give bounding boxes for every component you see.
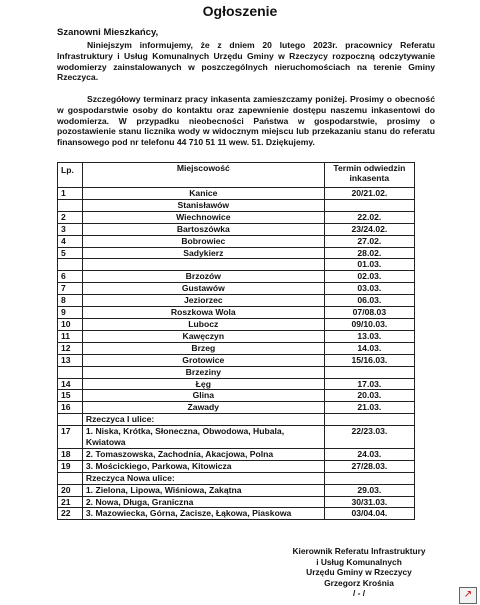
row-number: 21	[58, 496, 83, 508]
place-name: Roszkowa Wola	[82, 307, 324, 319]
place-name: 2. Tomaszowska, Zachodnia, Akacjowa, Polna	[82, 448, 324, 460]
row-number: 20	[58, 484, 83, 496]
table-row	[58, 211, 415, 223]
visit-date: 23/24.02.	[324, 223, 414, 235]
row-number: 2	[58, 211, 83, 223]
row-number	[58, 414, 83, 426]
header-place: Miejscowość	[82, 163, 324, 188]
table-row	[58, 342, 415, 354]
table-section-row	[58, 414, 415, 426]
place-name: Brzozów	[82, 271, 324, 283]
visit-date: 22.02.	[324, 211, 414, 223]
visit-date: 02.03.	[324, 271, 414, 283]
visit-date: 13.03.	[324, 330, 414, 342]
visit-date: 06.03.	[324, 295, 414, 307]
row-number: 8	[58, 295, 83, 307]
table-row	[58, 426, 415, 449]
visit-date: 17.03.	[324, 378, 414, 390]
row-number: 1	[58, 188, 83, 200]
place-name: Lubocz	[82, 318, 324, 330]
visit-date: 22/23.03.	[324, 426, 414, 449]
visit-date: 27.02.	[324, 235, 414, 247]
row-number: 19	[58, 460, 83, 472]
place-name: Grotowice	[82, 354, 324, 366]
row-number: 9	[58, 307, 83, 319]
visit-date: 20/21.02.	[324, 188, 414, 200]
table-row	[58, 318, 415, 330]
visit-date: 21.03.	[324, 402, 414, 414]
table-row	[58, 235, 415, 247]
intro-paragraph: Niniejszym informujemy, że z dniem 20 lutego 2023r. pracownicy Referatu Infrastruktury i Usług Komunalnych Urzędu Gminy w Rzeczycy rozpoczną odczytywanie wodomierzy zainstalowanych w poszczególnych nieruchomościach na terenie Gminy Rzeczyca.	[57, 40, 435, 83]
row-number	[58, 259, 83, 271]
table-row	[58, 307, 415, 319]
row-number	[58, 472, 83, 484]
visit-date: 07/08.03	[324, 307, 414, 319]
visit-date: 15/16.03.	[324, 354, 414, 366]
place-name: Gustawów	[82, 283, 324, 295]
place-name: 1. Zielona, Lipowa, Wiśniowa, Zakątna	[82, 484, 324, 496]
visit-date: 24.03.	[324, 448, 414, 460]
table-row	[58, 295, 415, 307]
table-row	[58, 402, 415, 414]
signature-block	[274, 546, 444, 599]
row-number: 17	[58, 426, 83, 449]
place-name: 2. Nowa, Długa, Graniczna	[82, 496, 324, 508]
place-name: 1. Niska, Krótka, Słoneczna, Obwodowa, Hubala, Kwiatowa	[82, 426, 324, 449]
place-name: Sadykierz	[82, 247, 324, 259]
signature-line: Kierownik Referatu Infrastruktury	[292, 546, 426, 556]
visit-date: 03.03.	[324, 283, 414, 295]
table-row	[58, 330, 415, 342]
row-number: 6	[58, 271, 83, 283]
place-name: Bartoszówka	[82, 223, 324, 235]
place-name: Stanisławów	[82, 199, 324, 211]
row-number: 5	[58, 247, 83, 259]
visit-date	[324, 366, 414, 378]
table-row	[58, 460, 415, 472]
row-number: 10	[58, 318, 83, 330]
row-number: 7	[58, 283, 83, 295]
table-row	[58, 390, 415, 402]
place-name: Brzeg	[82, 342, 324, 354]
visit-date	[324, 199, 414, 211]
row-number: 14	[58, 378, 83, 390]
place-name: Kawęczyn	[82, 330, 324, 342]
header-lp: Lp.	[58, 163, 83, 188]
visit-date: 03/04.04.	[324, 508, 414, 520]
row-number: 16	[58, 402, 83, 414]
table-row	[58, 354, 415, 366]
schedule-table	[57, 162, 415, 520]
instructions-paragraph: Szczegółowy terminarz pracy inkasenta zamieszczamy poniżej. Prosimy o obecność w gospodarstwie osoby do kontaktu oraz zapewnienie dostępu naszemu inkasentowi do wodomierza. W przypadku nieobecności Państwa w gospodarstwie, prosimy o pozostawienie stanu licznika wody w widocznym miejscu lub przekazaniu stanu do referatu finansowego pod nr telefonu 44 710 51 11 wew. 51. Dziękujemy.	[57, 94, 435, 148]
signature-line: Urzędu Gminy w Rzeczycy	[306, 567, 412, 577]
resize-grip-icon[interactable]: ↗	[459, 587, 477, 604]
visit-date	[324, 472, 414, 484]
greeting: Szanowni Mieszkańcy,	[57, 27, 159, 38]
place-name: Glina	[82, 390, 324, 402]
row-number: 12	[58, 342, 83, 354]
row-number: 18	[58, 448, 83, 460]
row-number: 15	[58, 390, 83, 402]
place-name: Zawady	[82, 402, 324, 414]
visit-date: 30/31.03.	[324, 496, 414, 508]
row-number	[58, 199, 83, 211]
section-title: Rzeczyca I ulice:	[82, 414, 324, 426]
table-row	[58, 366, 415, 378]
place-name: Bobrowiec	[82, 235, 324, 247]
table-row	[58, 247, 415, 259]
table-row	[58, 496, 415, 508]
table-row	[58, 188, 415, 200]
place-name: Kanice	[82, 188, 324, 200]
page-title: Ogłoszenie	[202, 3, 278, 19]
visit-date: 29.03.	[324, 484, 414, 496]
table-row	[58, 484, 415, 496]
visit-date: 09/10.03.	[324, 318, 414, 330]
place-name: Łęg	[82, 378, 324, 390]
row-number: 3	[58, 223, 83, 235]
visit-date: 14.03.	[324, 342, 414, 354]
place-name: 3. Mościckiego, Parkowa, Kitowicza	[82, 460, 324, 472]
visit-date	[324, 414, 414, 426]
table-section-row	[58, 472, 415, 484]
signature-line: i Usług Komunalnych	[316, 556, 402, 567]
visit-date: 27/28.03.	[324, 460, 414, 472]
visit-date: 28.02.	[324, 247, 414, 259]
row-number: 13	[58, 354, 83, 366]
place-name: Jeziorzec	[82, 295, 324, 307]
row-number: 11	[58, 330, 83, 342]
table-row	[58, 378, 415, 390]
header-termin: Termin odwiedzin inkasenta	[324, 163, 414, 188]
row-number: 22	[58, 508, 83, 520]
place-name: Wiechnowice	[82, 211, 324, 223]
section-title: Rzeczyca Nowa ulice:	[82, 472, 324, 484]
visit-date: 20.03.	[324, 390, 414, 402]
table-row	[58, 199, 415, 211]
table-row	[58, 223, 415, 235]
row-number: 4	[58, 235, 83, 247]
table-header-row	[58, 163, 415, 188]
signature-name: Grzegorz Krośnia	[324, 577, 394, 588]
row-number	[58, 366, 83, 378]
visit-date: 01.03.	[324, 259, 414, 271]
table-row	[58, 271, 415, 283]
place-name: Brzeziny	[82, 366, 324, 378]
signature-mark: / - /	[352, 588, 366, 598]
table-row	[58, 508, 415, 520]
table-row	[58, 448, 415, 460]
place-name: 3. Mazowiecka, Górna, Zacisze, Łąkowa, Piaskowa	[82, 508, 324, 520]
table-row	[58, 259, 415, 271]
table-row	[58, 283, 415, 295]
place-name	[82, 259, 324, 271]
